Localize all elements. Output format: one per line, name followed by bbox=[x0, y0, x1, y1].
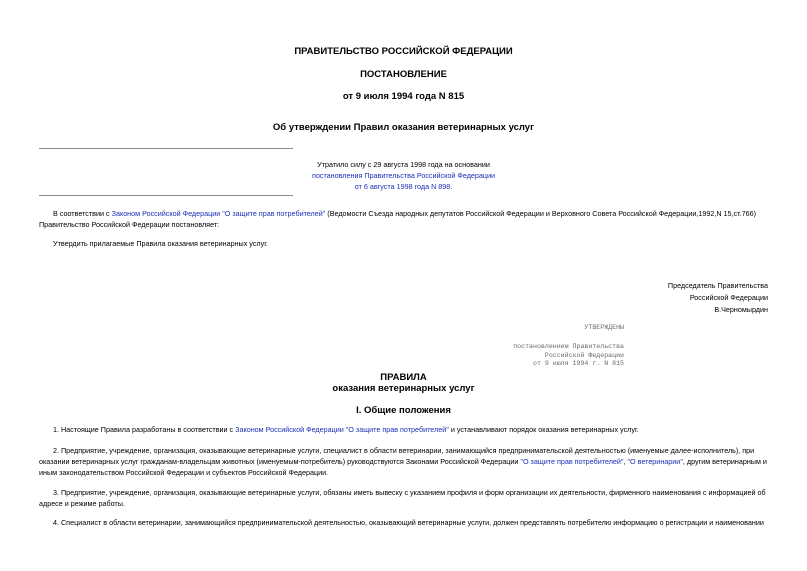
paragraph-2 bbox=[39, 445, 769, 478]
signature-block bbox=[668, 280, 768, 316]
issuer-heading: ПРАВИТЕЛЬСТВО РОССИЙСКОЙ ФЕДЕРАЦИИ bbox=[294, 46, 513, 57]
repeal-note-date-link[interactable]: от 6 августа 1998 года N 898. bbox=[354, 182, 453, 191]
p2-veterinary-law-link[interactable]: "О ветеринарии" bbox=[627, 457, 683, 466]
paragraph-1 bbox=[39, 424, 769, 435]
signature-position-1: Председатель Правительства bbox=[667, 281, 768, 290]
p2-text-b: , другим ветеринарным и иным законодательством Российской Федерации и субъектов Российской Федерации. bbox=[39, 457, 767, 477]
p1-law-link[interactable]: Законом Российской Федерации "О защите прав потребителей" bbox=[235, 425, 449, 434]
repeal-note bbox=[0, 159, 807, 192]
preamble-text-1: В соответствии с bbox=[53, 209, 112, 218]
date-number-heading: от 9 июля 1994 года N 815 bbox=[342, 91, 465, 102]
p1-text-a: 1. Настоящие Правила разработаны в соответствии с bbox=[53, 425, 236, 434]
signature-position-2: Российской Федерации bbox=[689, 293, 768, 302]
p2-separator: , bbox=[623, 457, 628, 466]
divider-bottom bbox=[39, 195, 293, 196]
approval-line-3: от 9 июля 1994 г. N 815 bbox=[532, 360, 624, 367]
resolve-paragraph: Утвердить прилагаемые Правила оказания ветеринарных услуг. bbox=[53, 239, 268, 248]
rules-subtitle: оказания ветеринарных услуг bbox=[332, 383, 475, 394]
p1-text-b: и устанавливают порядок оказания ветеринарных услуг. bbox=[448, 425, 639, 434]
approval-line-2: Российской Федерации bbox=[544, 351, 624, 359]
repeal-note-line1: Утратило силу с 29 августа 1998 года на основании bbox=[317, 160, 490, 169]
approval-line-1: постановлением Правительства bbox=[513, 343, 624, 350]
paragraph-3: 3. Предприятие, учреждение, организация, оказывающие ветеринарные услуги, обязаны иметь вывеску с указанием профиля и форм организации их деятельности, фирменного наименования с информацией об адресе и режиме работы. bbox=[39, 488, 766, 508]
signature-name: В.Черномырдин bbox=[714, 305, 768, 314]
section-heading: I. Общие положения bbox=[356, 405, 451, 416]
paragraph-4: 4. Специалист в области ветеринарии, занимающийся предпринимательской деятельностью, оказывающий ветеринарные услуги, должен представлять потребителю информацию о регистрации и наименовании bbox=[53, 518, 764, 527]
preamble-text-2: (Ведомости Съезда народных депутатов Российской Федерации и Верховного Совета Российской Федерации,1992,N 15,ст.766) Правительство Российской Федерации постановляет: bbox=[39, 209, 756, 229]
repeal-note-link[interactable]: постановления Правительства Российской Федерации bbox=[311, 171, 496, 180]
doc-type-heading: ПОСТАНОВЛЕНИЕ bbox=[360, 69, 447, 80]
consumer-law-link[interactable]: Законом Российской Федерации "О защите прав потребителей" bbox=[111, 209, 326, 218]
document-title: Об утверждении Правил оказания ветеринарных услуг bbox=[272, 122, 535, 133]
rules-title: ПРАВИЛА bbox=[380, 372, 427, 383]
approval-block bbox=[513, 343, 624, 369]
approval-stamp: УТВЕРЖДЕНЫ bbox=[584, 324, 624, 331]
p2-consumer-law-link[interactable]: "О защите прав потребителей" bbox=[520, 457, 624, 466]
preamble-paragraph bbox=[39, 208, 769, 230]
divider-top bbox=[39, 148, 293, 149]
p2-text-a: 2. Предприятие, учреждение, организация, оказывающие ветеринарные услуги, специалист в области ветеринарии, занимающийся предпринимательской деятельностью (именуемые далее-исполнитель), при оказании ветеринарных услуг гражданам-владельцам животных (именуемым-потребитель) руководствуются Законами Российской Федерации bbox=[39, 446, 755, 466]
